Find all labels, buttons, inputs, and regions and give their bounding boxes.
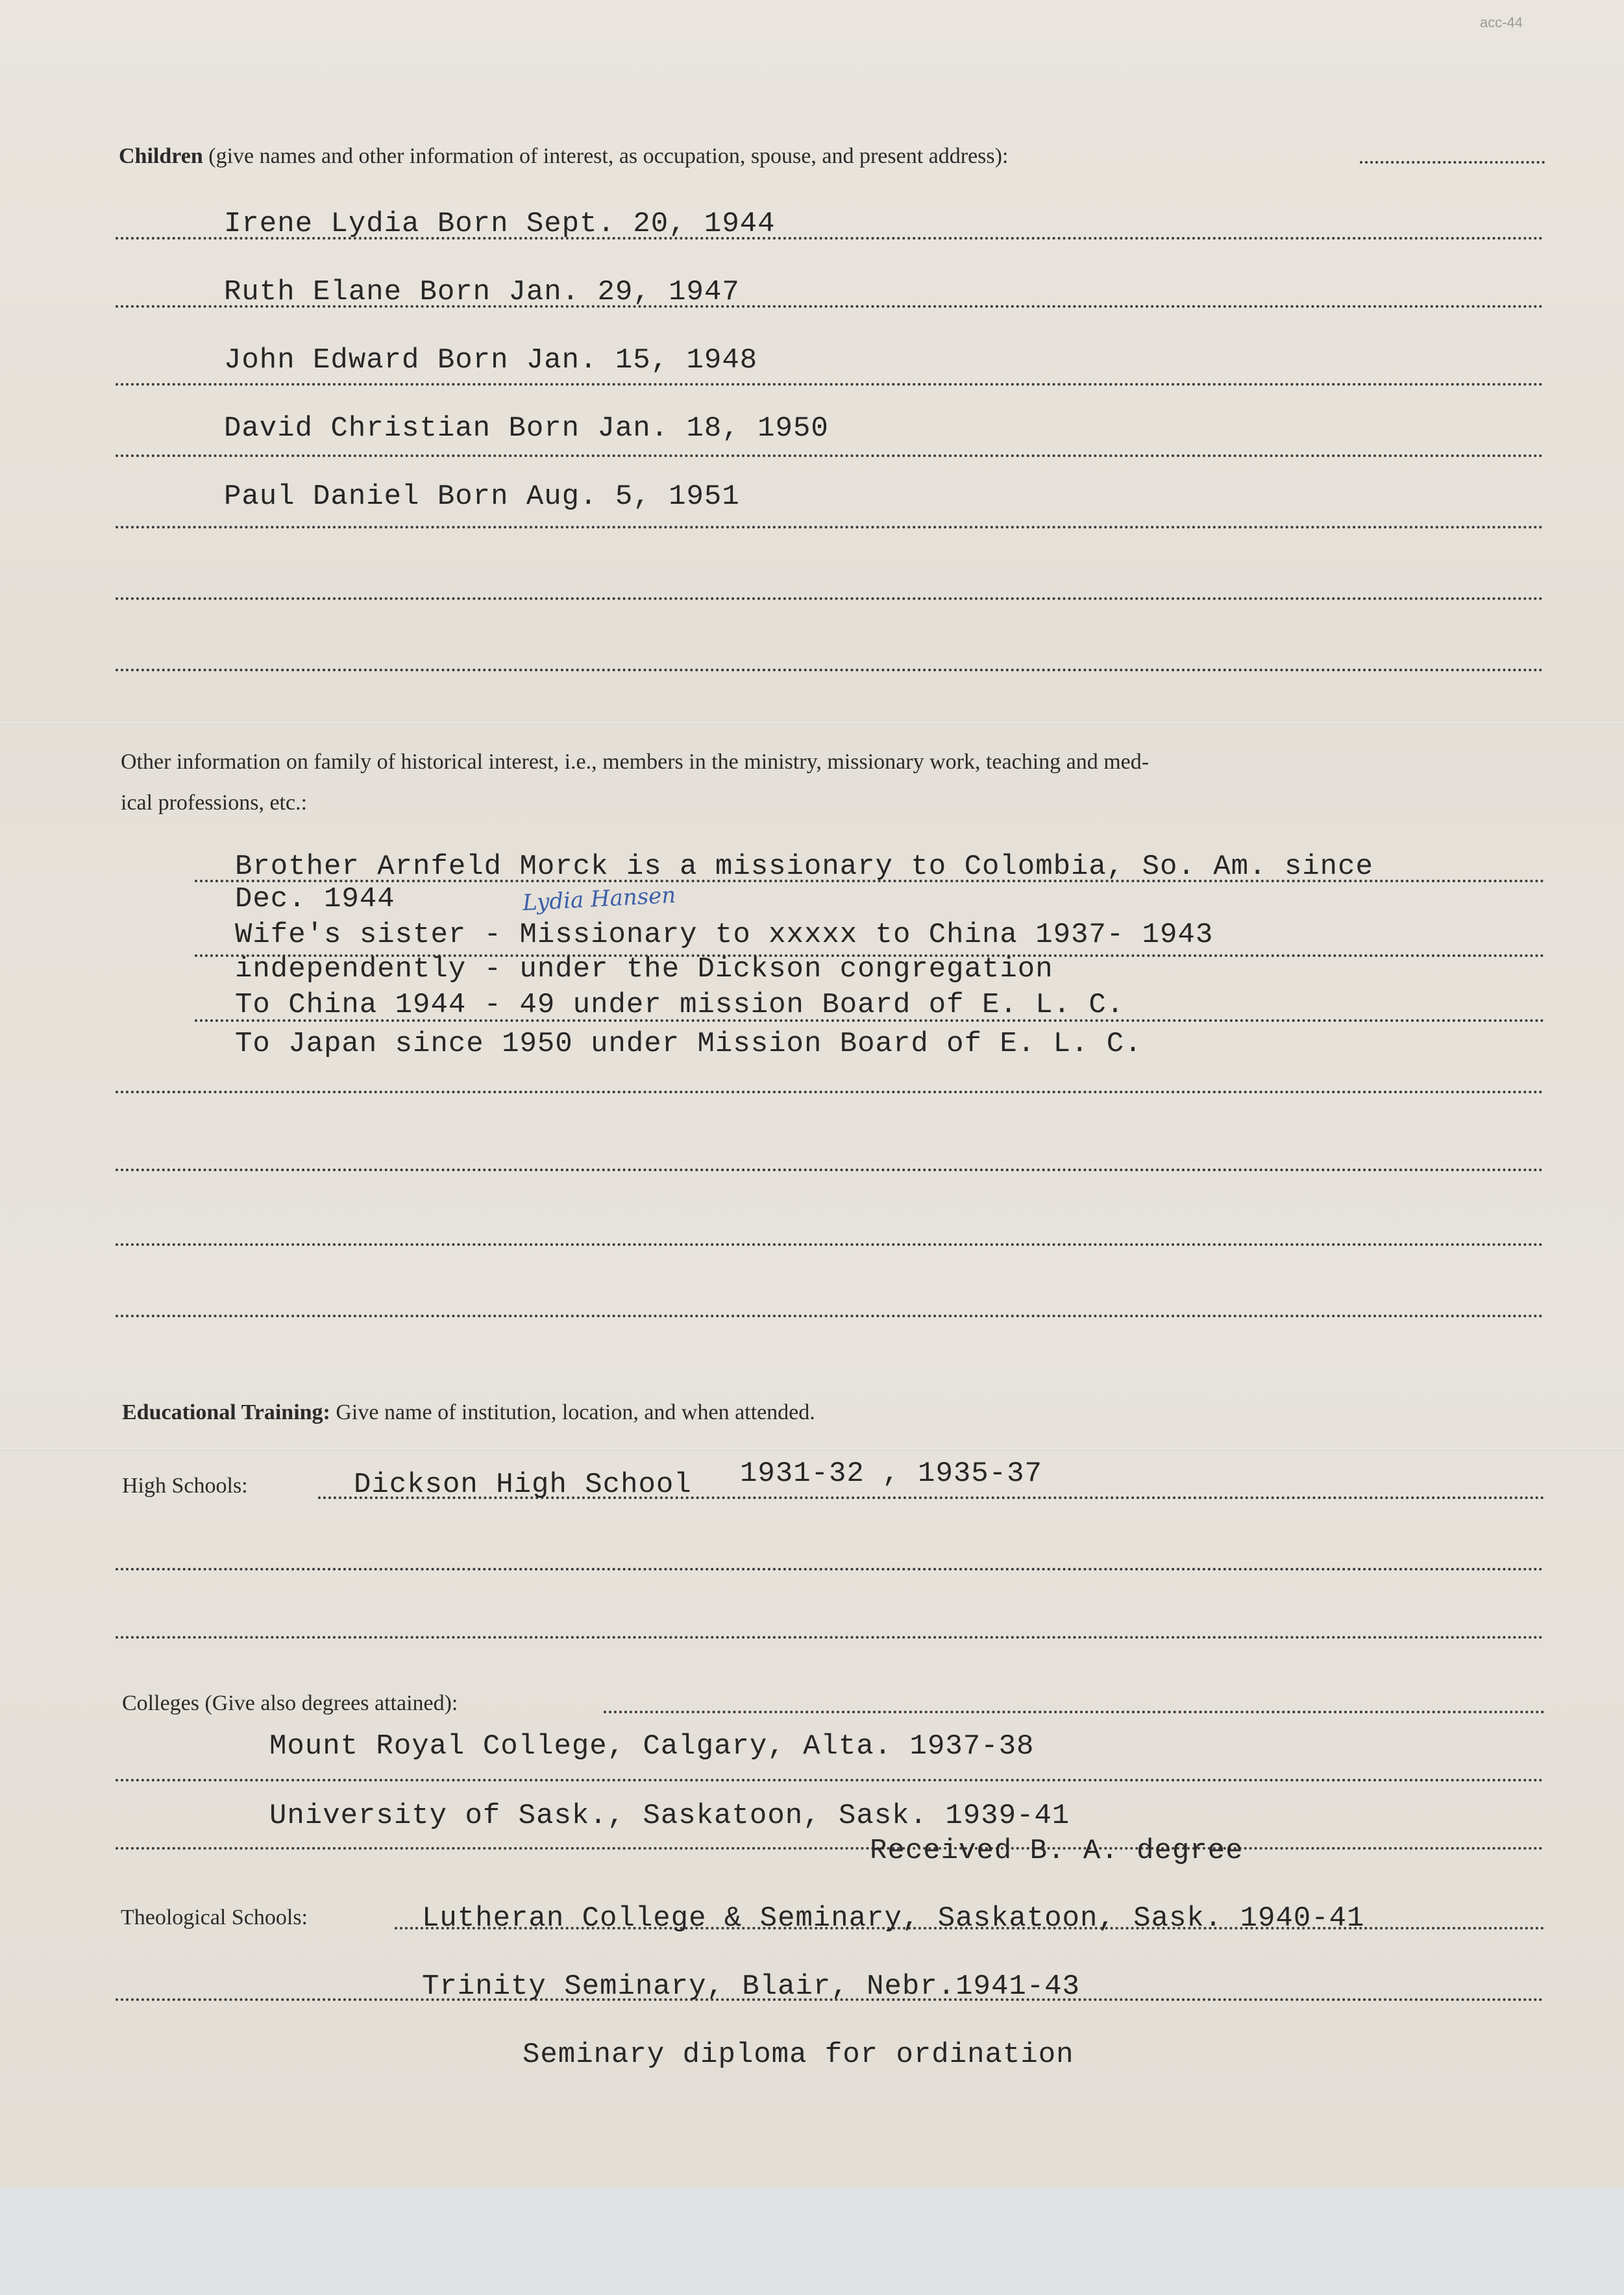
children-label: Children (give names and other information of interest, as occupation, spouse, and present address):: [119, 144, 1009, 168]
high-school-entry: Dickson High School: [354, 1469, 692, 1501]
dotted-line: [116, 1636, 1544, 1639]
child-entry: Paul Daniel Born Aug. 5, 1951: [224, 480, 740, 513]
degree-entry: Received B. A. degree: [870, 1835, 1244, 1867]
college-entry: University of Sask., Saskatoon, Sask. 1939-41: [269, 1800, 1070, 1832]
dotted-line: [116, 305, 1544, 308]
college-entry: Mount Royal College, Calgary, Alta. 1937-38: [269, 1730, 1035, 1763]
dotted-line: [116, 597, 1544, 600]
high-school-years: 1931-32 , 1935-37: [740, 1458, 1042, 1490]
dotted-line: [116, 1169, 1544, 1171]
paper-fold: [0, 1446, 1624, 1450]
dotted-line: [116, 1091, 1544, 1093]
education-heading: Educational Training: Give name of institution, location, and when attended.: [122, 1400, 815, 1424]
child-entry: David Christian Born Jan. 18, 1950: [224, 412, 829, 445]
child-entry: John Edward Born Jan. 15, 1948: [224, 344, 758, 377]
dotted-line: [116, 454, 1544, 457]
other-info-line: To China 1944 - 49 under mission Board of E. L. C.: [235, 989, 1125, 1021]
dotted-line: [116, 1243, 1544, 1246]
paper-fold: [0, 721, 1624, 725]
scan-background: [0, 2188, 1624, 2295]
dotted-line: [195, 880, 1545, 882]
handwritten-note: Lydia Hansen: [522, 882, 677, 917]
colleges-label: Colleges (Give also degrees attained):: [122, 1691, 458, 1715]
dotted-line: [116, 383, 1544, 386]
theological-entry: Trinity Seminary, Blair, Nebr.1941-43: [422, 1970, 1080, 2003]
dotted-line: [116, 1568, 1544, 1570]
other-info-label: ical professions, etc.:: [121, 791, 308, 815]
diploma-note: Seminary diploma for ordination: [523, 2039, 1074, 2071]
theological-label: Theological Schools:: [121, 1905, 308, 1929]
dotted-line: [116, 1315, 1544, 1317]
corner-note: acc-44: [1480, 14, 1523, 31]
theological-entry: Lutheran College & Seminary, Saskatoon, Sask. 1940-41: [422, 1902, 1365, 1935]
other-info-line: Brother Arnfeld Morck is a missionary to Colombia, So. Am. since: [235, 850, 1373, 883]
other-info-line: Wife's sister - Missionary to xxxxx to China 1937- 1943: [235, 919, 1214, 951]
other-info-line: independently - under the Dickson congregation: [235, 953, 1053, 986]
high-schools-label: High Schools:: [122, 1474, 248, 1498]
other-info-line: Dec. 1944: [235, 883, 395, 915]
dotted-line: [116, 526, 1544, 528]
other-info-label: Other information on family of historical interest, i.e., members in the ministry, missionary work, teaching and med-: [121, 750, 1150, 774]
dotted-line: [116, 669, 1544, 671]
child-entry: Irene Lydia Born Sept. 20, 1944: [224, 208, 776, 240]
dotted-line: [116, 237, 1544, 240]
dotted-line: [604, 1711, 1545, 1713]
other-info-line: To Japan since 1950 under Mission Board of E. L. C.: [235, 1028, 1142, 1060]
child-entry: Ruth Elane Born Jan. 29, 1947: [224, 276, 740, 308]
dotted-line: [116, 1847, 1544, 1850]
dotted-line: [1360, 161, 1545, 164]
dotted-line: [195, 1019, 1545, 1022]
dotted-line: [116, 1779, 1544, 1781]
